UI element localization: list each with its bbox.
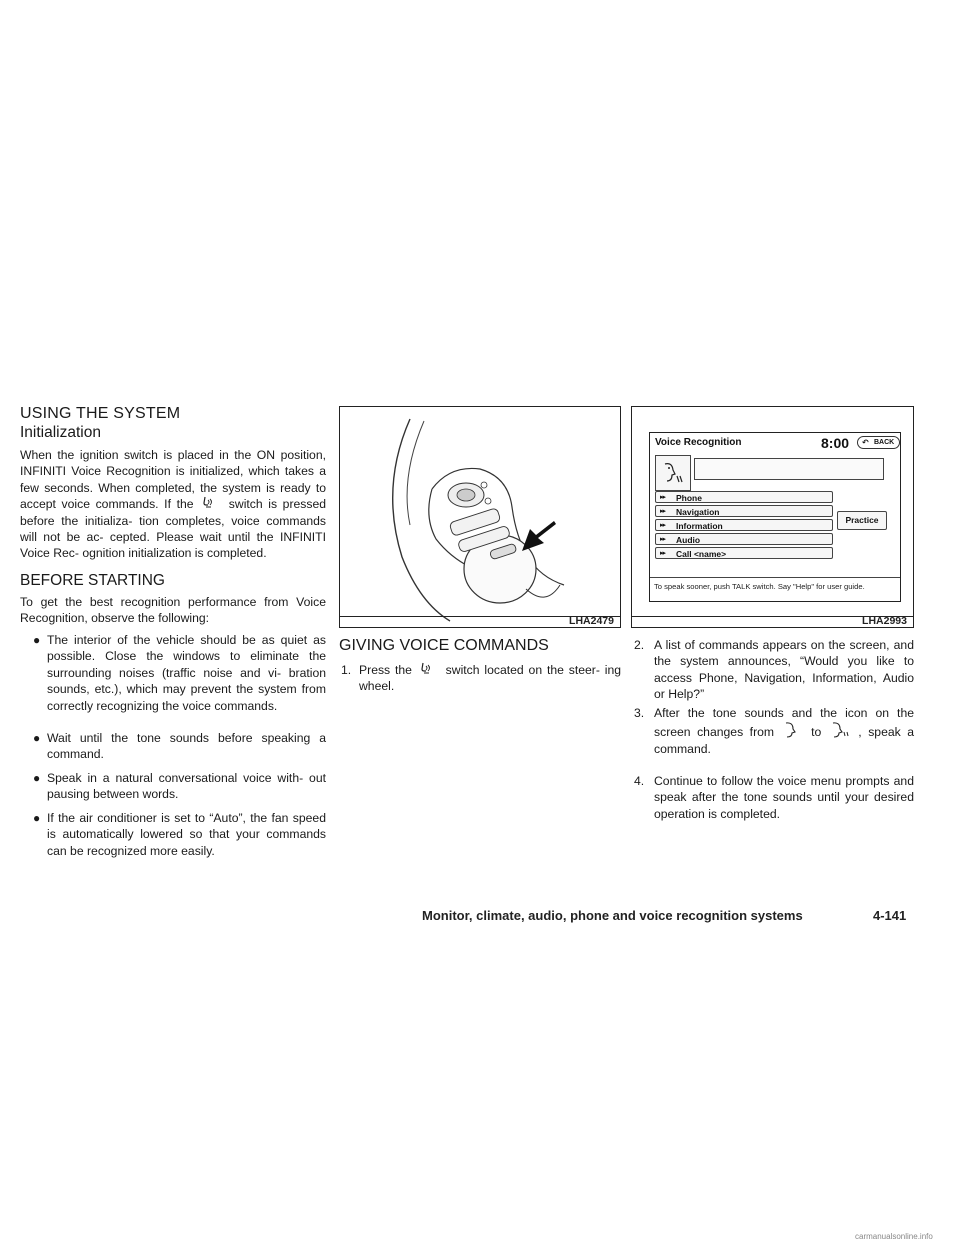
screen-hint-text: To speak sooner, push TALK switch. Say "Help" for user guide.: [654, 582, 865, 591]
talk-switch-icon: [199, 496, 223, 510]
step-3: 3. After the tone sounds and the icon on the screen changes from to , speak a command.: [634, 706, 915, 756]
giving-voice-commands-heading: GIVING VOICE COMMANDS: [339, 637, 549, 654]
menu-item-phone[interactable]: ▸▸ Phone: [655, 491, 833, 503]
before-starting-heading: BEFORE STARTING: [20, 572, 165, 589]
page-number: 4-141: [873, 908, 907, 923]
voice-command-icon: ▸▸: [660, 522, 666, 529]
talk-switch-icon: [417, 662, 441, 676]
figure-code: LHA2993: [862, 615, 907, 627]
step-2: 2. A list of commands appears on the screen, and the system announces, “Would you like to access Phone, Navigation, Information, Audio or Help?”: [634, 638, 914, 702]
bullet-dot: ●: [33, 771, 41, 785]
screen-divider: [650, 577, 900, 578]
menu-item-navigation[interactable]: ▸▸ Navigation: [655, 505, 833, 517]
voice-command-icon: ▸▸: [660, 536, 666, 543]
bullet-item-quiet: ● The interior of the vehicle should be as quiet as possible. Close the windows to eliminate the surrounding noises (traffic noise and vi- bration sounds, etc.), which may prevent the system from correctly recognizing the voice commands.: [33, 633, 326, 713]
practice-button[interactable]: Practice: [837, 511, 887, 530]
voice-command-icon: ▸▸: [660, 550, 666, 557]
bullet-item-natural-voice: ● Speak in a natural conversational voice with- out pausing between words.: [33, 771, 326, 802]
voice-command-icon: ▸▸: [660, 494, 666, 501]
back-arrow-icon: ↶: [862, 438, 869, 447]
voice-recognition-screen-figure: [631, 406, 914, 628]
menu-item-information[interactable]: ▸▸ Information: [655, 519, 833, 531]
watermark: carmanualsonline.info: [855, 1232, 933, 1241]
screen-frame: [649, 432, 901, 602]
footer-section-title: Monitor, climate, audio, phone and voice recognition systems: [422, 908, 803, 923]
section-title: USING THE SYSTEM: [20, 405, 181, 422]
bullet-item-tone: ● Wait until the tone sounds before speaking a command.: [33, 731, 326, 762]
bullet-item-air-conditioner: ● If the air conditioner is set to “Auto”, the fan speed is automatically lowered so that your commands can be recognized more easily.: [33, 811, 326, 858]
bullet-dot: ●: [33, 811, 41, 825]
listening-icon: [781, 721, 805, 739]
menu-item-call-name[interactable]: ▸▸ Call <name>: [655, 547, 833, 559]
steering-wheel-figure: [339, 406, 621, 628]
menu-item-audio[interactable]: ▸▸ Audio: [655, 533, 833, 545]
speaker-status-icon: [655, 455, 691, 491]
voice-command-icon: ▸▸: [660, 508, 666, 515]
screen-time: 8:00: [821, 435, 850, 451]
bullet-dot: ●: [33, 633, 41, 647]
step-4: 4. Continue to follow the voice menu prompts and speak after the tone sounds until your desired operation is completed.: [634, 774, 914, 821]
recognized-text-field: [694, 458, 884, 480]
step-1: 1. Press the switch located on the steer- ing wheel.: [341, 663, 622, 694]
figure-code: LHA2479: [569, 615, 614, 627]
init-paragraph: When the ignition switch is placed in the ON position, INFINITI Voice Recognition is initialized, which takes a few seconds. When completed, the system is ready to accept voice commands. If the switch is pressed before the initializa- tion completes, voice commands will not be ac- cepted. Please wait until the INFINITI Voice Rec- ognition initialization is completed.: [20, 448, 327, 561]
screen-title: Voice Recognition: [655, 437, 742, 448]
speak-now-icon: [828, 721, 852, 739]
initialization-heading: Initialization: [20, 424, 101, 441]
bullet-dot: ●: [33, 731, 41, 745]
before-starting-paragraph: To get the best recognition performance from Voice Recognition, observe the following:: [20, 595, 326, 626]
steering-wheel-illustration: [340, 407, 621, 628]
back-button[interactable]: ↶ BACK: [857, 436, 900, 449]
